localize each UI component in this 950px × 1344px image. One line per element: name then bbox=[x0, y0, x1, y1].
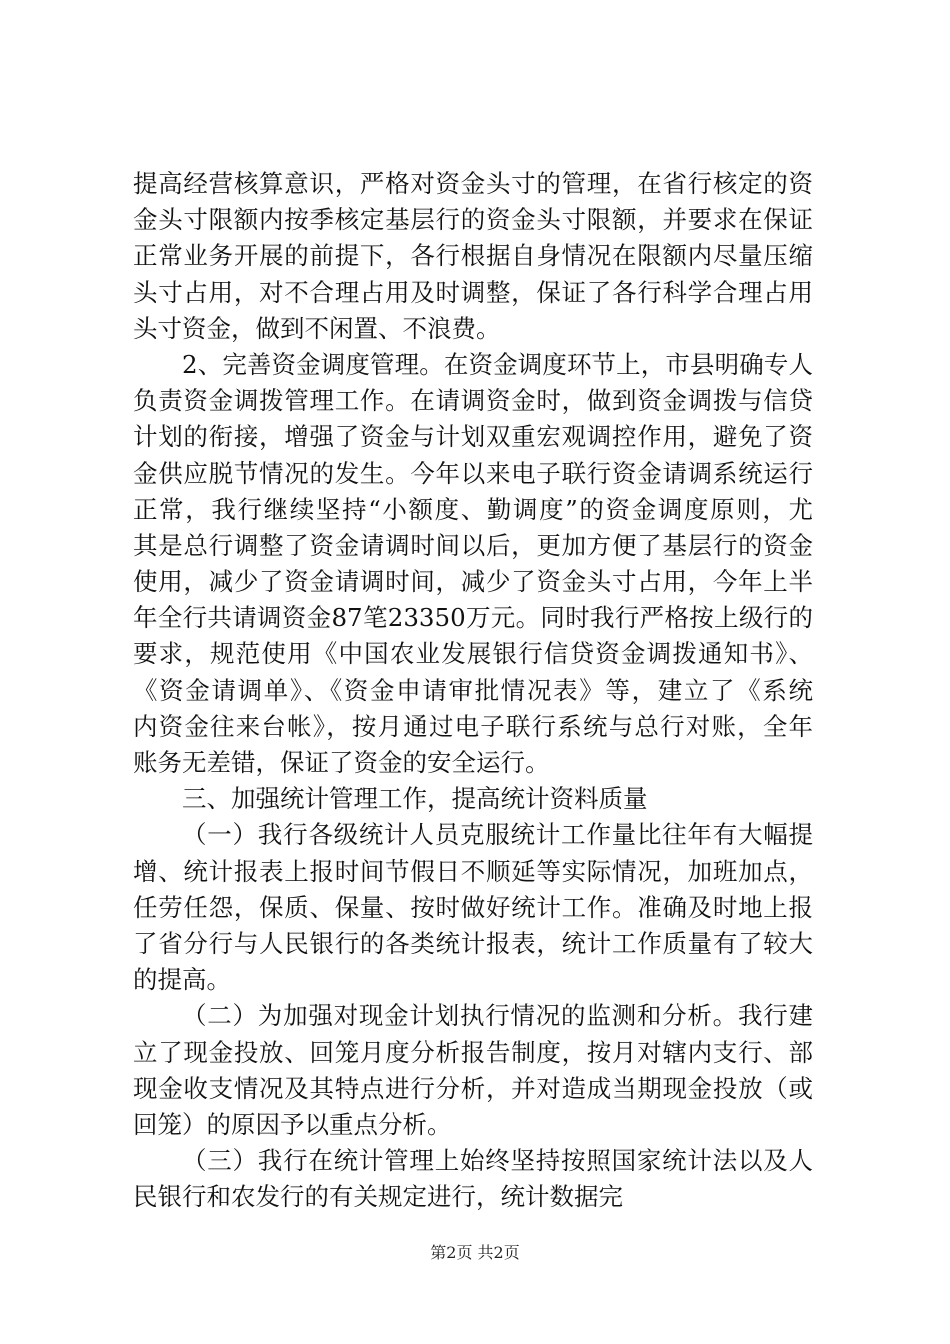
text-line: 现金收支情况及其特点进行分析，并对造成当期现金投放（或 bbox=[133, 1073, 813, 1103]
text-line: 头寸资金，做到不闲置、不浪费。 bbox=[133, 313, 501, 343]
text-line: 账务无差错，保证了资金的安全运行。 bbox=[133, 748, 550, 777]
text-line: 《资金请调单》、《资金申请审批情况表》等，建立了《系统 bbox=[133, 675, 813, 705]
text-line: 三、加强统计管理工作，提高统计资料质量 bbox=[182, 784, 648, 814]
text-line: 要求，规范使用《中国农业发展银行信贷资金调拨通知书》、 bbox=[133, 639, 813, 669]
text-line: 负责资金调拨管理工作。在请调资金时，做到资金调拨与信贷 bbox=[133, 386, 813, 416]
text-line: 了省分行与人民银行的各类统计报表，统计工作质量有了较大 bbox=[133, 928, 813, 958]
text-line: 年全行共请调资金87笔23350万元。同时我行严格按上级行的 bbox=[133, 603, 813, 633]
text-line: 金头寸限额内按季核定基层行的资金头寸限额，并要求在保证 bbox=[133, 205, 813, 235]
text-line: 金供应脱节情况的发生。今年以来电子联行资金请调系统运行 bbox=[133, 458, 813, 488]
text-line: 其是总行调整了资金请调时间以后，更加方便了基层行的资金 bbox=[133, 530, 813, 560]
text-line: 的提高。 bbox=[133, 965, 231, 995]
text-line: 2、完善资金调度管理。在资金调度环节上，市县明确专人 bbox=[182, 349, 813, 379]
text-line: 任劳任怨，保质、保量、按时做好统计工作。准确及时地上报 bbox=[133, 892, 813, 922]
text-line: 民银行和农发行的有关规定进行，统计数据完 bbox=[133, 1182, 623, 1212]
text-line: （二）为加强对现金计划执行情况的监测和分析。我行建 bbox=[182, 1001, 813, 1031]
page-footer: 第2页 共2页 bbox=[430, 1243, 520, 1262]
text-line: 头寸占用，对不合理占用及时调整，保证了各行科学合理占用 bbox=[133, 277, 813, 307]
text-line: 立了现金投放、回笼月度分析报告制度，按月对辖内支行、部 bbox=[133, 1037, 813, 1067]
text-line: 计划的衔接，增强了资金与计划双重宏观调控作用，避免了资 bbox=[133, 422, 813, 452]
text-line: 使用，减少了资金请调时间，减少了资金头寸占用，今年上半 bbox=[133, 567, 813, 597]
text-line: 内资金往来台帐》，按月通过电子联行系统与总行对账，全年 bbox=[133, 711, 813, 741]
text-line: 正常业务开展的前提下，各行根据自身情况在限额内尽量压缩 bbox=[133, 241, 813, 271]
text-line: 正常，我行继续坚持“小额度、勤调度”的资金调度原则，尤 bbox=[133, 494, 813, 524]
text-line: 增、统计报表上报时间节假日不顺延等实际情况，加班加点， bbox=[133, 856, 813, 886]
text-line: 回笼）的原因予以重点分析。 bbox=[133, 1109, 452, 1139]
text-line: （三）我行在统计管理上始终坚持按照国家统计法以及人 bbox=[182, 1146, 813, 1176]
document-body bbox=[133, 166, 813, 1215]
text-line: （一）我行各级统计人员克服统计工作量比往年有大幅提 bbox=[182, 820, 813, 850]
text-line: 提高经营核算意识，严格对资金头寸的管理，在省行核定的资 bbox=[133, 169, 813, 198]
